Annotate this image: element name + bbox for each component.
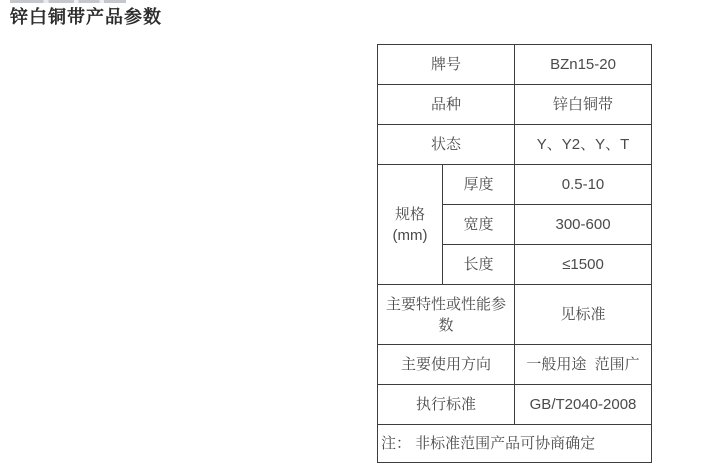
param-value-variety: 锌白铜带: [515, 85, 652, 125]
param-value-state: Y、Y2、Y、T: [515, 125, 652, 165]
table-row-note: [378, 425, 652, 463]
table-row-features: [378, 285, 652, 345]
page-title: 锌白铜带产品参数: [10, 7, 162, 27]
table-row-variety: [378, 85, 652, 125]
cropped-text-remnant: [10, 0, 126, 3]
product-parameters-table: [377, 44, 652, 463]
param-value-thickness: 0.5-10: [515, 165, 652, 205]
param-label-state: 状态: [378, 125, 515, 165]
param-label-standard: 执行标准: [378, 385, 515, 425]
table-note: 注： 非标准范围产品可协商确定: [378, 425, 652, 463]
table-row-brand: [378, 45, 652, 85]
param-sublabel-width: 宽度: [443, 205, 515, 245]
param-value-length: ≤1500: [515, 245, 652, 285]
param-value-features: 见标准: [515, 285, 652, 345]
table-row-usage: [378, 345, 652, 385]
param-label-brand: 牌号: [378, 45, 515, 85]
param-sublabel-length: 长度: [443, 245, 515, 285]
param-label-features: 主要特性或性能参数: [378, 285, 515, 345]
param-value-usage: 一般用途 范围广: [515, 345, 652, 385]
param-group-label-spec: 规格(mm): [378, 165, 443, 285]
table-row-standard: [378, 385, 652, 425]
table-row-state: [378, 125, 652, 165]
param-label-variety: 品种: [378, 85, 515, 125]
param-value-width: 300-600: [515, 205, 652, 245]
param-label-usage: 主要使用方向: [378, 345, 515, 385]
param-value-brand: BZn15-20: [515, 45, 652, 85]
param-value-standard: GB/T2040-2008: [515, 385, 652, 425]
param-sublabel-thickness: 厚度: [443, 165, 515, 205]
table-row-thickness: [378, 165, 652, 205]
